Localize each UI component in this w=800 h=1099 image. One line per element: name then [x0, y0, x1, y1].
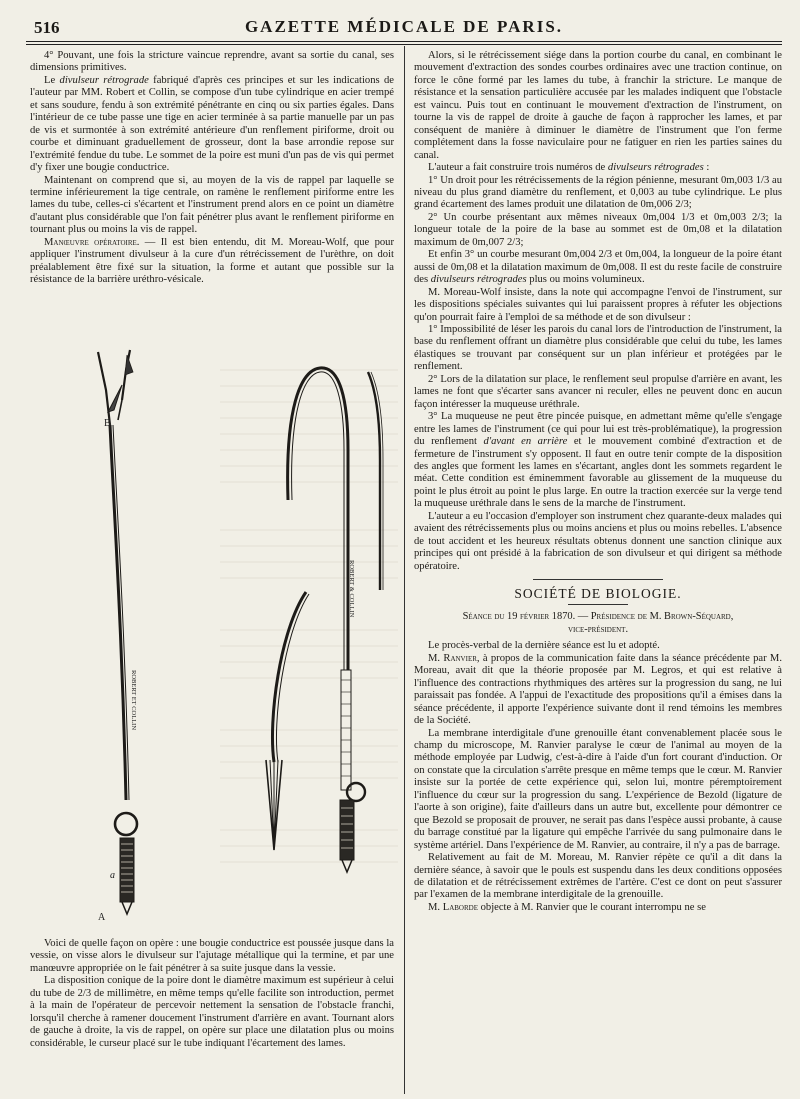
paragraph: Et enfin 3° un courbe mesurant 0m,004 2/3 et 0m,004, la longueur de la poire étant aussi de 0m,08 et la dilatation maximum de 0m,008. Il est du reste facile de construire des divulseurs rétrogrades plus ou moins volumineux.: [414, 249, 782, 286]
paragraph: Maintenant on comprend que si, au moyen de la vis de rappel par laquelle se termine inférieurement la tige centrale, on ramène le renflement piriforme entre les lames du tube, celles-ci s'écartent et l'instrument prend alors en ce point un diamètre d'autant plus considérable que l'on fait pénétrer plus avant le renflement piriforme en tournant plus ou moins la vis de rappel.: [30, 174, 394, 236]
paragraph: Manœuvre opératoire. — Il est bien entendu, dit M. Moreau-Wolf, que pour appliquer l'instrument divulseur à la cure d'un rétrécissement de l'urèthre, on doit préalablement être fixé sur la situation, la forme et autant que possible sur la résistance de la barrière uréthro-vésicale.: [30, 236, 395, 286]
instrument-figure: [30, 330, 398, 925]
column-separator: [404, 46, 405, 1094]
paragraph: Relativement au fait de M. Moreau, M. Ranvier répète ce qu'il a dit dans la dernière séance, à savoir que le pouls est suspendu dans les deux conditions opposées de dilatation et de rétrécissement extrêmes de l'artère. C'est ce dont on peut s'assurer par l'examen de la membrane interdigitale de la grenouille.: [414, 852, 782, 901]
paragraph: M. Ranvier, à propos de la communication faite dans la séance précédente par M. Moreau, avait dit que la théorie proposée par M. Legros, et qui est relative à l'influence des contractions rhythmiques des artères sur la progression du sang, ne lui paraissait pas fondée. A l'appui de l'exactitude des propositions qu'il a émises dans la séance précédente, il apporte l'expérience suivante dont il rend témoins les membres de la Société.: [414, 652, 783, 727]
left-column-bottom: [30, 938, 394, 1050]
paragraph: 2° Un courbe présentant aux mêmes niveaux 0m,004 1/3 et 0m,003 2/3; la longueur totale de la poire de la base au sommet est de 0m,08 et la dilatation maximum de 0m,007 2/3;: [414, 211, 782, 248]
header-rule-thin: [26, 44, 782, 45]
section-divider: [533, 579, 663, 580]
paragraph: Voici de quelle façon on opère : une bougie conductrice est poussée jusque dans la vessie, on visse alors le divulseur sur l'ajutage métallique qui la termine, et par une manœuvre appropriée on le fait pénétrer à sa suite jusque dans la vessie.: [30, 938, 394, 974]
section-label: Manœuvre opératoire.: [44, 236, 140, 248]
paragraph: M. Moreau-Wolf insiste, dans la note qui accompagne l'envoi de l'instrument, sur les dispositions spéciales suivantes qui lui paraissent propres à réfuter les objections qu'on pourrait faire à l'emploi de sa méthode et de son divulseur :: [414, 286, 782, 323]
left-column-top: [30, 50, 394, 287]
paragraph: Alors, si le rétrécissement siége dans la portion courbe du canal, en combinant le mouvement d'extraction des sondes courbes ordinaires avec une traction continue, on force le cône formé par les lames du tube, à franchir la stricture. Le manque de résistance et la sensation particulière accusée par les malades indiquent que l'obstacle est vaincu. Puis tout en continuant le mouvement d'extraction de l'instrument, on tourne la vis de rappel de droite à gauche de façon à rapprocher les lames, et par conséquent de manière à diminuer le diamètre de l'instrument que l'on ferme complétement dans la fosse naviculaire pour ne fatiguer en rien les parties saines du canal.: [414, 50, 782, 161]
paragraph: 2° Lors de la dilatation sur place, le renflement seul propulse d'arrière en avant, les lames ne font que s'écarter sans avancer ni reculer, elles ne peuvent donc en aucun façon intéresser la muqueuse uréthrale.: [414, 373, 782, 410]
paragraph: L'auteur a eu l'occasion d'employer son instrument chez quarante-deux malades qui avaient des rétrécissements plus ou moins anciens et plus ou moins rebelles. L'absence de tout accident et les heureux résultats obtenus donnent une sanction clinique aux principes qui ont présidé à la fabrication de son divulseur et qui dirigent sa méthode opératoire.: [414, 510, 782, 572]
paragraph: 3° La muqueuse ne peut être pincée puisque, en admettant même qu'elle s'engage entre les lames de l'instrument (ce qui pour lui est très-problématique), la progression du renflement d'avant en arrière et le mouvement combiné d'extraction et de fermeture de l'instrument s'y opposent. Il faut en outre tenir compte de la disposition des angles que forment les lames en s'écartant, angles dont les sommets regardent le méat. Cette condition est éminemment favorable au glissement de la muqueuse du point le plus étroit au point le plus large. En outre la traction exercée sur la verge tend la muqueuse uréthrale dans le sens de la marche de l'instrument.: [414, 411, 782, 510]
paragraph: Le procès-verbal de la dernière séance est lu et adopté.: [428, 640, 660, 652]
paragraph: 4° Pouvant, une fois la stricture vaincue reprendre, avant sa sortie du canal, ses dimensions primitives.: [30, 50, 394, 74]
paragraph: La disposition conique de la poire dont le diamètre maximum est supérieur à celui du tube de 2/3 de millimètre, en même temps qu'elle facilite son introduction, permet à la main de l'opérateur de percevoir nettement la sensation de l'obstacle franchi, lorsqu'il cherche à ramener doucement l'instrument d'arrière en avant. Tournant alors de gauche à droite, la vis de rappel, on opère sur place une dilatation plus ou moins considérable, le curseur placé sur le tube indiquant l'écartement des lames.: [30, 975, 394, 1049]
header-rule: [26, 41, 782, 42]
paragraph: La membrane interdigitale d'une grenouille étant convenablement placée sous le champ du microscope, M. Ranvier paralyse le cœur de l'animal au moyen de la méthode employée par Ludwig, c'est-à-dire à l'aide d'un fort courant d'induction. Or on constate que la circulation s'arrête presque en même temps que le cœur. M. Ranvier insiste sur la portée de cette expérience qui, selon lui, montre péremptoirement l'influence du cœur sur la progression du sang. L'expérience de Bezold (ligature de l'aorte à son origine), faite d'ailleurs dans un autre but, excellente pour démontrer ce que Bezold se proposait de prouver, ne serait pas dans l'espèce aussi probante, à cause du barrage constitué par la ligature qui empêche l'arrivée du sang pulmonaire dans le système artériel. Dans l'expérience de M. Ranvier, au contraire, il n'y a pas de barrage.: [414, 727, 782, 851]
section-title: SOCIÉTÉ DE BIOLOGIE.: [514, 586, 682, 602]
page-header: [28, 14, 780, 40]
engraving-robert-collin-2: ROBERT & COLLIN: [348, 560, 355, 618]
engraving-robert-collin: ROBERT ET COLLIN: [130, 670, 137, 731]
seance-line: Séance du 19 février 1870. — Présidence de M. Brown-Séquard,: [462, 611, 734, 623]
paragraph: L'auteur a fait construire trois numéros de divulseurs rétrogrades :: [428, 162, 710, 174]
paragraph: M. Laborde objecte à M. Ranvier que le courant interrompu ne se: [428, 901, 706, 913]
section-divider-small: [568, 604, 628, 605]
figure-label-b: B: [104, 418, 111, 429]
journal-title: GAZETTE MÉDICALE DE PARIS.: [244, 17, 564, 36]
paragraph: Le divulseur rétrograde fabriqué d'après ces principes et sur les indications de l'auteur par MM. Robert et Collin, se compose d'un tube cylindrique en acier trempé et sans soudure, fendu à son extrémité pénétrante en cinq ou six parties égales. Dans l'intérieur de ce tube passe une tige en acier terminée à sa partie manuelle par un pas de vis et surmontée à son extrémité antérieure d'un renflement piriforme, droit ou courbe et diminuant graduellement de grosseur, dont la base arrondie repose sur l'extrémité fendue du tube. Le sommet de la poire est muni d'un pas de vis qui permet d'y fixer une bougie conductrice.: [30, 74, 394, 174]
paragraph: 1° Un droit pour les rétrécissements de la région pénienne, mesurant 0m,003 1/3 au niveau du plus grand diamètre du renflement, et 0,003 au tube cylindrique. Le plus grand écartement des lames produit une dilatation de 0m,006 2/3;: [414, 174, 782, 211]
right-column: [414, 50, 782, 914]
seance-line-2: vice-président.: [567, 623, 629, 635]
page-number: 516: [34, 18, 60, 37]
figure-label-a: a: [110, 870, 115, 881]
paragraph: 1° Impossibilité de léser les parois du canal lors de l'introduction de l'instrument, la base du renflement offrant un diamètre plus considérable que celui du tube, les lames élastiques se trouvant par conséquent sur un plan inférieur et protégées par le renflement.: [414, 323, 782, 373]
figure-label-A: A: [98, 912, 106, 923]
